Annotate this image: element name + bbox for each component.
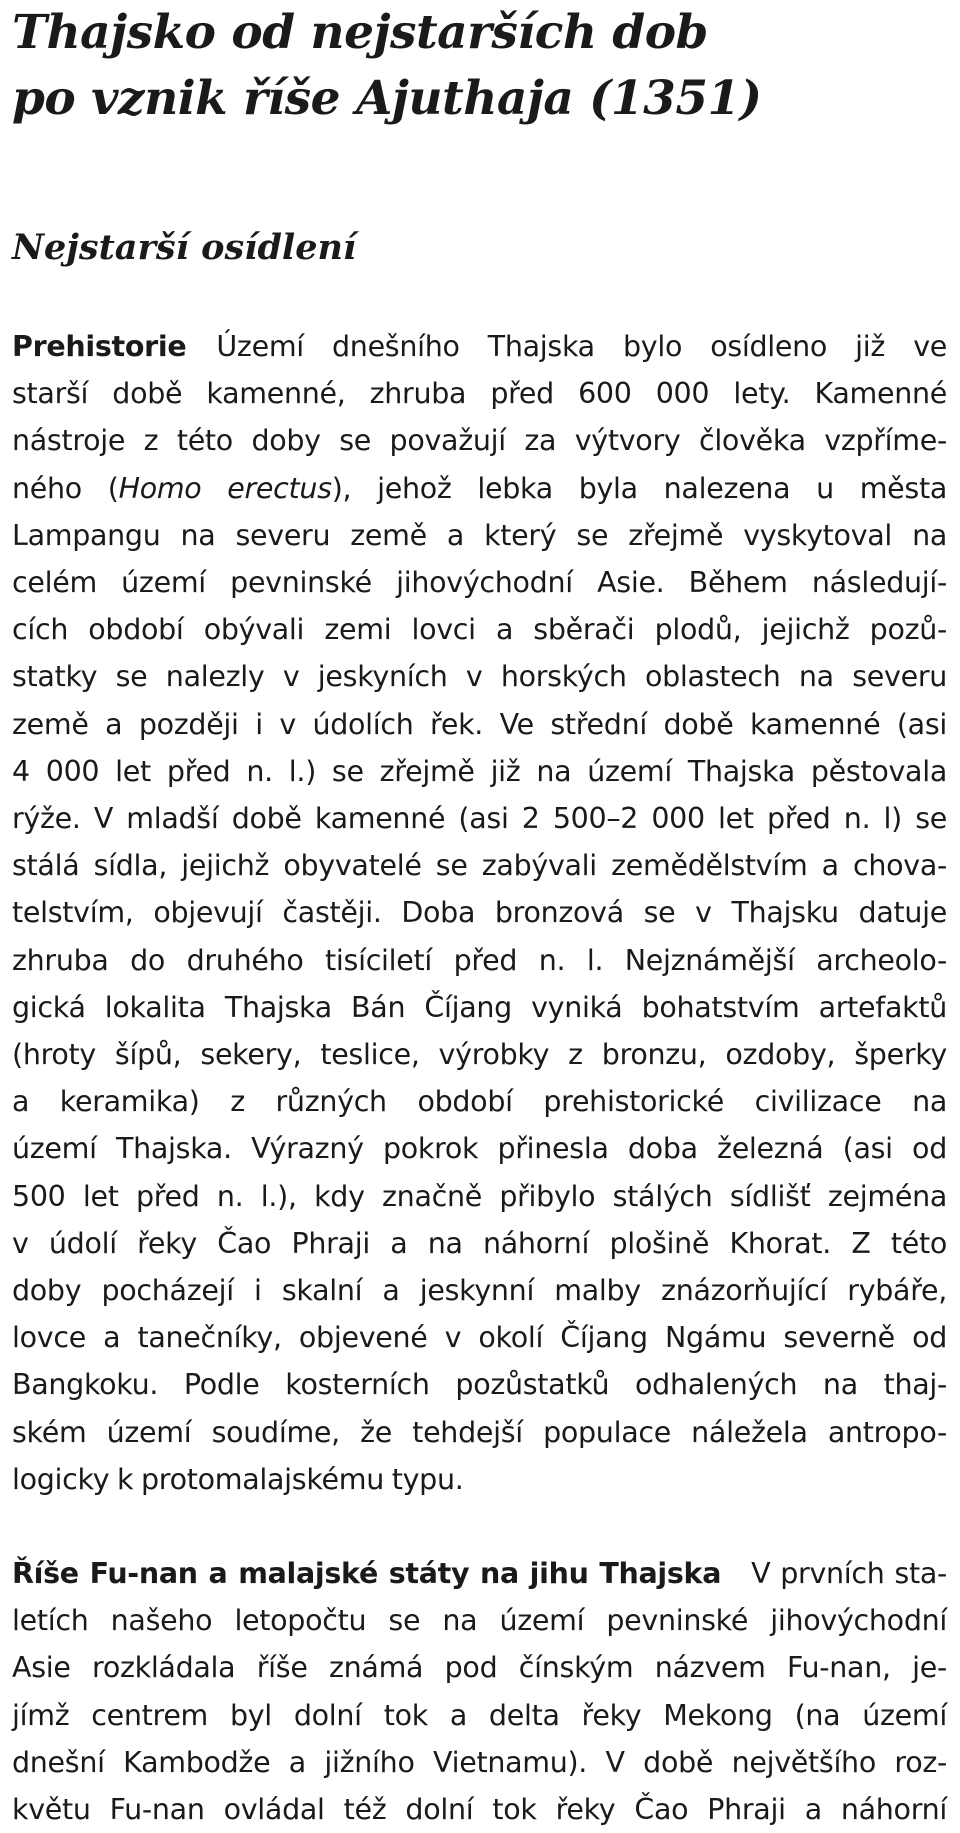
text-line: letích našeho letopočtu se na území pevninské jihovýchodní xyxy=(12,1604,947,1638)
text-line: v údolí řeky Čao Phraji a na náhorní plošině Khorat. Z této xyxy=(12,1226,947,1260)
text-line: 4 000 let před n. l.) se zřejmě již na území Thajska pěstovala xyxy=(12,754,947,788)
text-line: (hroty šípů, sekery, teslice, výrobky z bronzu, ozdoby, šperky xyxy=(12,1038,947,1072)
paragraph-lead: Prehistorie xyxy=(12,330,187,363)
chapter-title-line-1: Thajsko od nejstarších dob xyxy=(12,5,708,60)
text-line: doby pocházejí i skalní a jeskynní malby znázorňující rybáře, xyxy=(12,1274,947,1308)
text-line: území Thajska. Výrazný pokrok přinesla doba železná (asi od xyxy=(12,1132,947,1166)
text-line: květu Fu-nan ovládal též dolní tok řeky Čao Phraji a náhorní xyxy=(12,1793,947,1827)
text-line: Bangkoku. Podle kosterních pozůstatků odhalených na thaj- xyxy=(12,1368,947,1402)
text-line: jímž centrem byl dolní tok a delta řeky Mekong (na území xyxy=(12,1698,947,1732)
text-line: ském území soudíme, že tehdejší populace náležela antropo- xyxy=(12,1415,947,1449)
text-line: Lampangu na severu země a který se zřejmě vyskytoval na xyxy=(12,518,947,552)
text-line: rýže. V mladší době kamenné (asi 2 500–2 000 let před n. l) se xyxy=(12,802,947,836)
text-line: země a později i v údolích řek. Ve střední době kamenné (asi xyxy=(12,707,947,741)
chapter-title xyxy=(12,0,947,132)
text-line: stálá sídla, jejichž obyvatelé se zabývali zemědělstvím a chova- xyxy=(12,849,947,883)
text-line: logicky k protomalajskému typu. xyxy=(12,1462,464,1496)
paragraph-funan xyxy=(12,1550,947,1833)
text-line: 500 let před n. l.), kdy značně přibylo stálých sídlišť zejména xyxy=(12,1179,947,1213)
chapter-title-line-2: po vznik říše Ajuthaja (1351) xyxy=(12,71,762,126)
text-line: ného (Homo erectus), jehož lebka byla nalezena u města xyxy=(12,471,947,505)
section-heading: Nejstarší osídlení xyxy=(12,227,357,268)
text-line: dnešní Kambodže a jižního Vietnamu). V době největšího roz- xyxy=(12,1745,947,1779)
text-line: Prehistorie Území dnešního Thajska bylo osídleno již ve xyxy=(12,330,947,363)
text-line: starší době kamenné, zhruba před 600 000 lety. Kamenné xyxy=(12,377,947,411)
text-line: telstvím, objevují častěji. Doba bronzová se v Thajsku datuje xyxy=(12,896,947,930)
paragraph-prehistory xyxy=(12,323,947,1503)
text-line: zhruba do druhého tisíciletí před n. l. Nejznámější archeolo- xyxy=(12,943,947,977)
text-line: Asie rozkládala říše známá pod čínským názvem Fu-nan, je- xyxy=(12,1651,947,1685)
document-page xyxy=(12,0,948,1827)
text-line: Říše Fu-nan a malajské státy na jihu Thajska V prvních sta- xyxy=(12,1557,948,1590)
text-line: nástroje z této doby se považují za výtvory člověka vzpříme- xyxy=(12,424,947,458)
latin-term: Homo erectus xyxy=(118,471,332,505)
text-line: a keramika) z různých období prehistorické civilizace na xyxy=(12,1085,947,1119)
text-line: gická lokalita Thajska Bán Číjang vyniká bohatstvím artefaktů xyxy=(12,990,947,1024)
text-line: cích období obývali zemi lovci a sběrači plodů, jejichž pozů- xyxy=(12,613,947,647)
text-line: statky se nalezly v jeskyních v horských oblastech na severu xyxy=(12,660,947,694)
paragraph-lead: Říše Fu-nan a malajské státy na jihu Thajska xyxy=(12,1557,722,1590)
text-line: celém území pevninské jihovýchodní Asie. Během následují- xyxy=(12,566,947,600)
text-line: lovce a tanečníky, objevené v okolí Číjang Ngámu severně od xyxy=(12,1321,947,1355)
